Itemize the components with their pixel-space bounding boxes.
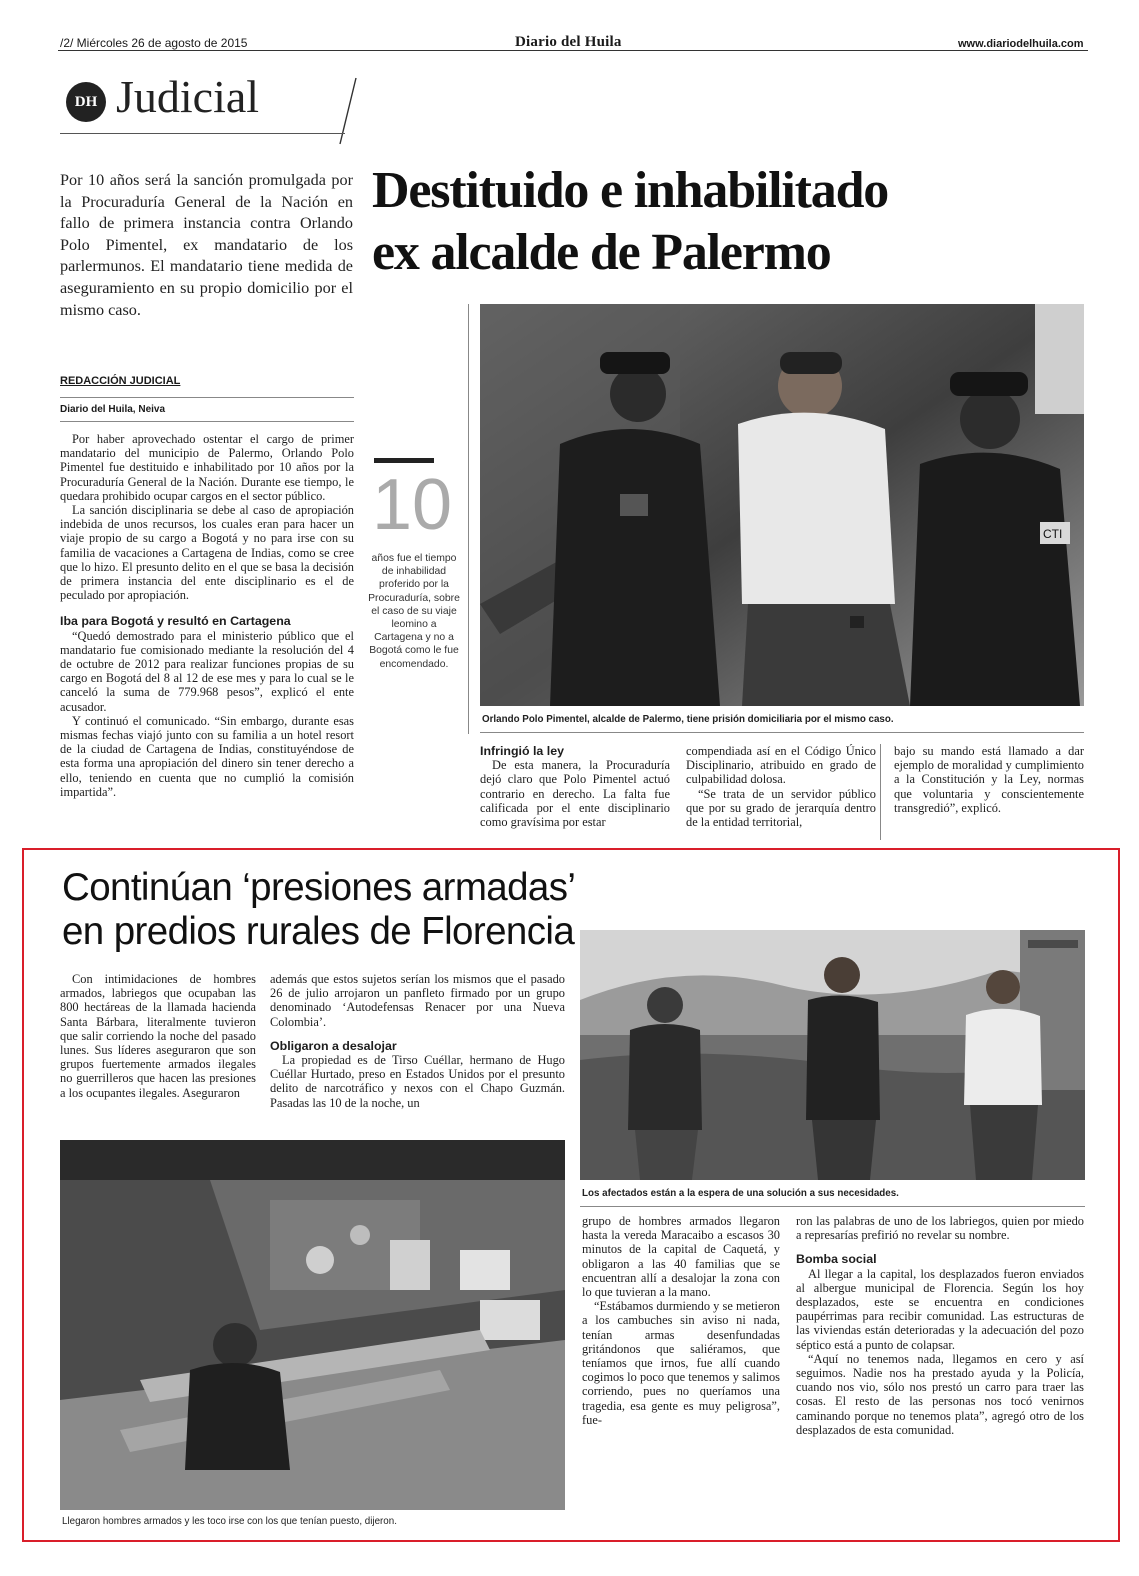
paragraph: “Quedó demostrado para el ministerio público que el mandatario fue comisionado mediante la resolución del 4 de octubre de 2012 para realizar funciones propias de su cargo en Bogotá del 8 al 12 de ese mes y para lo cual se le canceló la suma de 779.968 pesos”, explicó el ente acusador. [60, 628, 354, 714]
svg-text:CTI: CTI [1043, 527, 1063, 541]
paragraph: La sanción disciplinaria se debe al caso de apropiación indebida de unos recursos, los cuales eran para hacer un viaje propio de su cargo a Bogotá y no para irse con su familia de vacaciones a Cartagena de Indias, como se cree que lo hizo. El presunto delito en el que se basa la decisión de primera instancia del ente disciplinario es el de peculado por apropiación. [60, 503, 354, 603]
top-story-column-4 [894, 744, 1084, 815]
paragraph: “Aquí no tenemos nada, llegamos en cero y así seguimos. Nadie nos ha prestado ayuda y la Policía, cuando nos vio, sólo nos prestó un carro para traer las cosas. El resto de las personas nos tocó venirnos caminando porque no tenemos plata”, agregó otro de los desplazados de esta comunidad. [796, 1351, 1084, 1437]
top-story-column-3 [686, 744, 876, 829]
arrest-photo-image [480, 304, 1084, 706]
dh-logo: DH [66, 82, 106, 122]
masthead-part-b: Huila [584, 34, 622, 50]
lead-paragraph: Por 10 años será la sanción promulgada por la Procuraduría General de la Nación en fallo de primera instancia contra Orlando Polo Pimentel, ex mandatario de los parlermunos. El mandatario tiene medida de aseguramiento en su propio domicilio por el mismo caso. [60, 171, 353, 319]
top-story-column-2 [480, 744, 670, 829]
top-story-column-1 [60, 432, 354, 799]
top-headline [372, 160, 1092, 284]
pull-quote-text: años fue el tiempo de inhabilidad proferido por la Procuraduría, sobre el caso de su viaje leomino a Cartagena y no a Bogotá como le fue encomendado. [368, 553, 460, 670]
pull-quote-bar [374, 458, 434, 463]
paragraph: “Estábamos durmiendo y se metieron a los cambuches sin aviso ni nada, tenían armas desenfundadas gritándonos que saliéramos, que teníamos que irnos, fue allí cuando cogimos lo poco que tenemos y salimos corriendo, pues no queríamos una tragedia, esa gente es muy peligrosa”, fue- [582, 1299, 780, 1427]
masthead-part-a: Diario del [515, 34, 585, 50]
paragraph: ron las palabras de uno de los labriegos, quien por miedo a represarías prefirió no revelar su nombre. [796, 1214, 1084, 1243]
paragraph: bajo su mando está llamado a dar ejemplo de moralidad y cumplimiento a la Constitución y la Ley, normas que voluntaria y conscientemente transgredió”, explicó. [894, 744, 1084, 815]
subheading: Iba para Bogotá y resultó en Cartagena [60, 614, 291, 629]
arrest-photo [480, 304, 1084, 706]
second-headline-line-2: en predios rurales de Florencia [62, 910, 575, 953]
byline: REDACCIÓN JUDICIAL [60, 375, 181, 387]
photo-caption: Los afectados están a la espera de una solución a sus necesidades. [582, 1188, 899, 1199]
second-story-column-4 [796, 1214, 1084, 1437]
second-story-column-3 [582, 1214, 780, 1427]
displaced-people-photo [580, 930, 1085, 1180]
displaced-people-image [580, 930, 1085, 1180]
paragraph: De esta manera, la Procuraduría dejó claro que Polo Pimentel actuó contrario en derecho. La falta fue calificada por el ente disciplinario como gravísima por estar [480, 758, 670, 830]
photo-caption: Orlando Polo Pimentel, alcalde de Palermo, tiene prisión domiciliaria por el mismo caso. [482, 714, 894, 725]
byline-rule [60, 397, 354, 398]
paragraph: además que estos sujetos serían los mismos que el pasado 26 de julio arrojaron un panfleto firmado por un grupo denominado ‘Autodefensas Renacer por una Nueva Colombia’. [270, 972, 565, 1029]
subheading: Obligaron a desalojar [270, 1038, 397, 1053]
byline-rule-2 [60, 421, 354, 422]
section-title: Judicial [116, 71, 260, 122]
shack-interior-image [60, 1140, 565, 1510]
header-rule [58, 50, 1088, 51]
top-headline-line-1: Destituido e inhabilitado [372, 162, 889, 219]
second-story-column-1 [60, 972, 256, 1100]
photo-caption: Llegaron hombres armados y les toco irse con los que tenían puesto, dijeron. [62, 1516, 397, 1527]
second-story-column-2 [270, 972, 565, 1110]
paragraph: La propiedad es de Tirso Cuéllar, hermano de Hugo Cuéllar Hurtado, preso en Estados Unidos por el presunto delito de narcotráfico y nexos con el Chapo Guzmán. Pasadas las 10 de la noche, un [270, 1053, 565, 1110]
masthead [515, 34, 622, 51]
paragraph: grupo de hombres armados llegaron hasta la vereda Maracaibo a escasos 30 minutos de la capital de Caquetá, y obligaron a las 40 familias que se encuentran allí a desalojar la zona con lo que tuvieran a la mano. [582, 1214, 780, 1300]
paragraph: compendiada así en el Código Único Disciplinario, atribuido en grado de culpabilidad dolosa. [686, 744, 876, 787]
paragraph: Con intimidaciones de hombres armados, labriegos que ocupaban las 800 hectáreas de la llamada hacienda Santa Bárbara, literalmente tuvieron que salir corriendo la noche del pasado lunes. Sus líderes aseguraron que son grupos fuertemente armados ilegales no guerrilleros que hacen las presiones a los ocupantes ilegales. Aseguraron [60, 972, 256, 1100]
column-divider [468, 304, 469, 734]
pull-quote-number: 10 [372, 465, 453, 545]
paragraph: “Se trata de un servidor público que por su grado de jerarquía dentro de la entidad territorial, [686, 786, 876, 830]
section-rule [60, 133, 345, 134]
paragraph: Y continuó el comunicado. “Sin embargo, durante esas mismas fechas viajó junto con su familia a un hotel resort de la ciudad de Cartagena de Indias, constituyéndose de esta forma una apropiación del dinero sin tener derecho a ello, teniendo en cuenta que no cumplió la comisión impartida”. [60, 713, 354, 799]
section-slash-icon [338, 76, 358, 146]
paragraph: Por haber aprovechado ostentar el cargo de primer mandatario del municipio de Palermo, Orlando Polo Pimentel fue destituido e inhabilitado por 10 años por la Procuraduría General de la Nación. Durante ese tiempo, le quedara prohibido ocupar cargos en el sector público. [60, 432, 354, 503]
caption-rule [480, 732, 1084, 733]
shack-interior-photo [60, 1140, 565, 1510]
byline-place: Diario del Huila, Neiva [60, 404, 166, 415]
subheading: Infringió la ley [480, 744, 564, 758]
caption-rule [580, 1206, 1085, 1207]
second-headline-line-1: Continúan ‘presiones armadas’ [62, 866, 576, 909]
subheading: Bomba social [796, 1252, 877, 1267]
top-headline-line-2: ex alcalde de Palermo [372, 224, 831, 281]
column-divider [880, 744, 881, 840]
paragraph: Al llegar a la capital, los desplazados fueron enviados al albergue municipal de Florencia. Según los hoy desplazados, este se encuentra en condiciones paupérrimas para recibir comunidad. Las estructuras de las viviendas están deterioradas y la adecuación del pozo séptico está a punto de colapsar. [796, 1266, 1084, 1352]
page-date: /2/ Miércoles 26 de agosto de 2015 [60, 36, 248, 50]
site-url[interactable]: www.diariodelhuila.com [958, 38, 1084, 50]
